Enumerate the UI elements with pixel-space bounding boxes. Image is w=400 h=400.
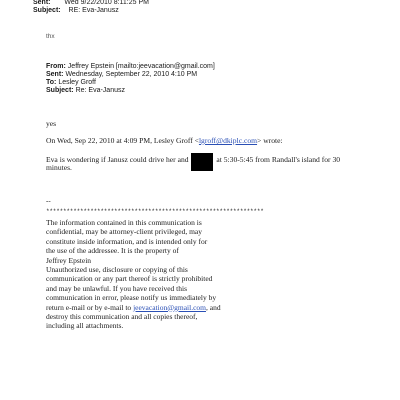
disclaimer-line: and may be unlawful. If you have received this bbox=[46, 283, 187, 293]
disclaimer-line: destroy this communication and all copies thereof, bbox=[46, 311, 198, 321]
top-subject-row bbox=[33, 7, 119, 15]
top-sent-value: Wed 9/22/2010 8:11:25 PM bbox=[64, 0, 149, 6]
top-sent-label: Sent: bbox=[33, 0, 51, 6]
disclaimer-line: Unauthorized use, disclosure or copying of this bbox=[46, 264, 188, 274]
fwd-to-label: To: bbox=[46, 79, 57, 86]
fwd-sent-label: Sent: bbox=[46, 71, 64, 78]
fwd-subject-label: Subject: bbox=[46, 87, 74, 94]
confidentiality-disclaimer bbox=[46, 218, 221, 331]
disclaimer-line-10-after: , and bbox=[205, 302, 221, 312]
fwd-subject-value: Re: Eva-Janusz bbox=[75, 87, 125, 94]
quoted-line-1-before: Eva is wondering if Janusz could drive her and bbox=[46, 155, 189, 164]
fwd-from-value: Jeffrey Epstein [mailto:jeevacation@gmail.com] bbox=[67, 63, 215, 70]
disclaimer-line: confidential, may be attorney-client privileged, may bbox=[46, 227, 202, 237]
disclaimer-line: communication in error, please notify us immediately by bbox=[46, 293, 217, 303]
top-sent-row bbox=[33, 0, 149, 7]
lgroff-email-link[interactable]: lgroff@dkiplc.com bbox=[198, 136, 258, 145]
redaction-box bbox=[191, 153, 213, 171]
stars-separator: **************************************************************** bbox=[46, 208, 264, 215]
quoted-line-1 bbox=[46, 153, 340, 171]
fwd-from-label: From: bbox=[46, 63, 66, 70]
fwd-to-row bbox=[46, 79, 96, 87]
fwd-sent-value: Wednesday, September 22, 2010 4:10 PM bbox=[65, 71, 198, 78]
top-subject-value: RE: Eva-Janusz bbox=[68, 7, 119, 14]
disclaimer-line: The information contained in this communication is bbox=[46, 218, 202, 227]
signature-dash: -- bbox=[46, 197, 51, 205]
fwd-subject-row bbox=[46, 87, 125, 95]
disclaimer-line bbox=[46, 303, 221, 312]
top-subject-label: Subject: bbox=[33, 7, 61, 14]
quoted-line-1-after: at 5:30-5:45 from Randall's island for 30 bbox=[216, 155, 341, 164]
fwd-sent-row bbox=[46, 71, 197, 79]
jeevacation-email-link[interactable]: jeevacation@gmail.com bbox=[133, 302, 206, 312]
disclaimer-line: communication or any part thereof is strictly prohibited bbox=[46, 274, 213, 284]
fwd-to-value: Lesley Groff bbox=[58, 79, 96, 86]
quote-intro-after: > wrote: bbox=[257, 136, 283, 145]
disclaimer-line: including all attachments. bbox=[46, 321, 124, 331]
quote-intro-before: On Wed, Sep 22, 2010 at 4:09 PM, Lesley Groff < bbox=[46, 136, 199, 145]
fwd-from-row bbox=[46, 63, 215, 71]
disclaimer-line: the use of the addressee. It is the property of bbox=[46, 246, 179, 256]
quoted-line-2: minutes. bbox=[46, 163, 72, 172]
disclaimer-line: Jeffrey Epstein bbox=[46, 255, 92, 265]
quote-intro bbox=[46, 136, 283, 146]
yes-text: yes bbox=[46, 119, 57, 128]
disclaimer-line: constitute inside information, and is intended only for bbox=[46, 236, 208, 246]
reply-text: thx bbox=[46, 33, 55, 40]
disclaimer-line-10-before: return e-mail or by e-mail to bbox=[46, 302, 134, 312]
